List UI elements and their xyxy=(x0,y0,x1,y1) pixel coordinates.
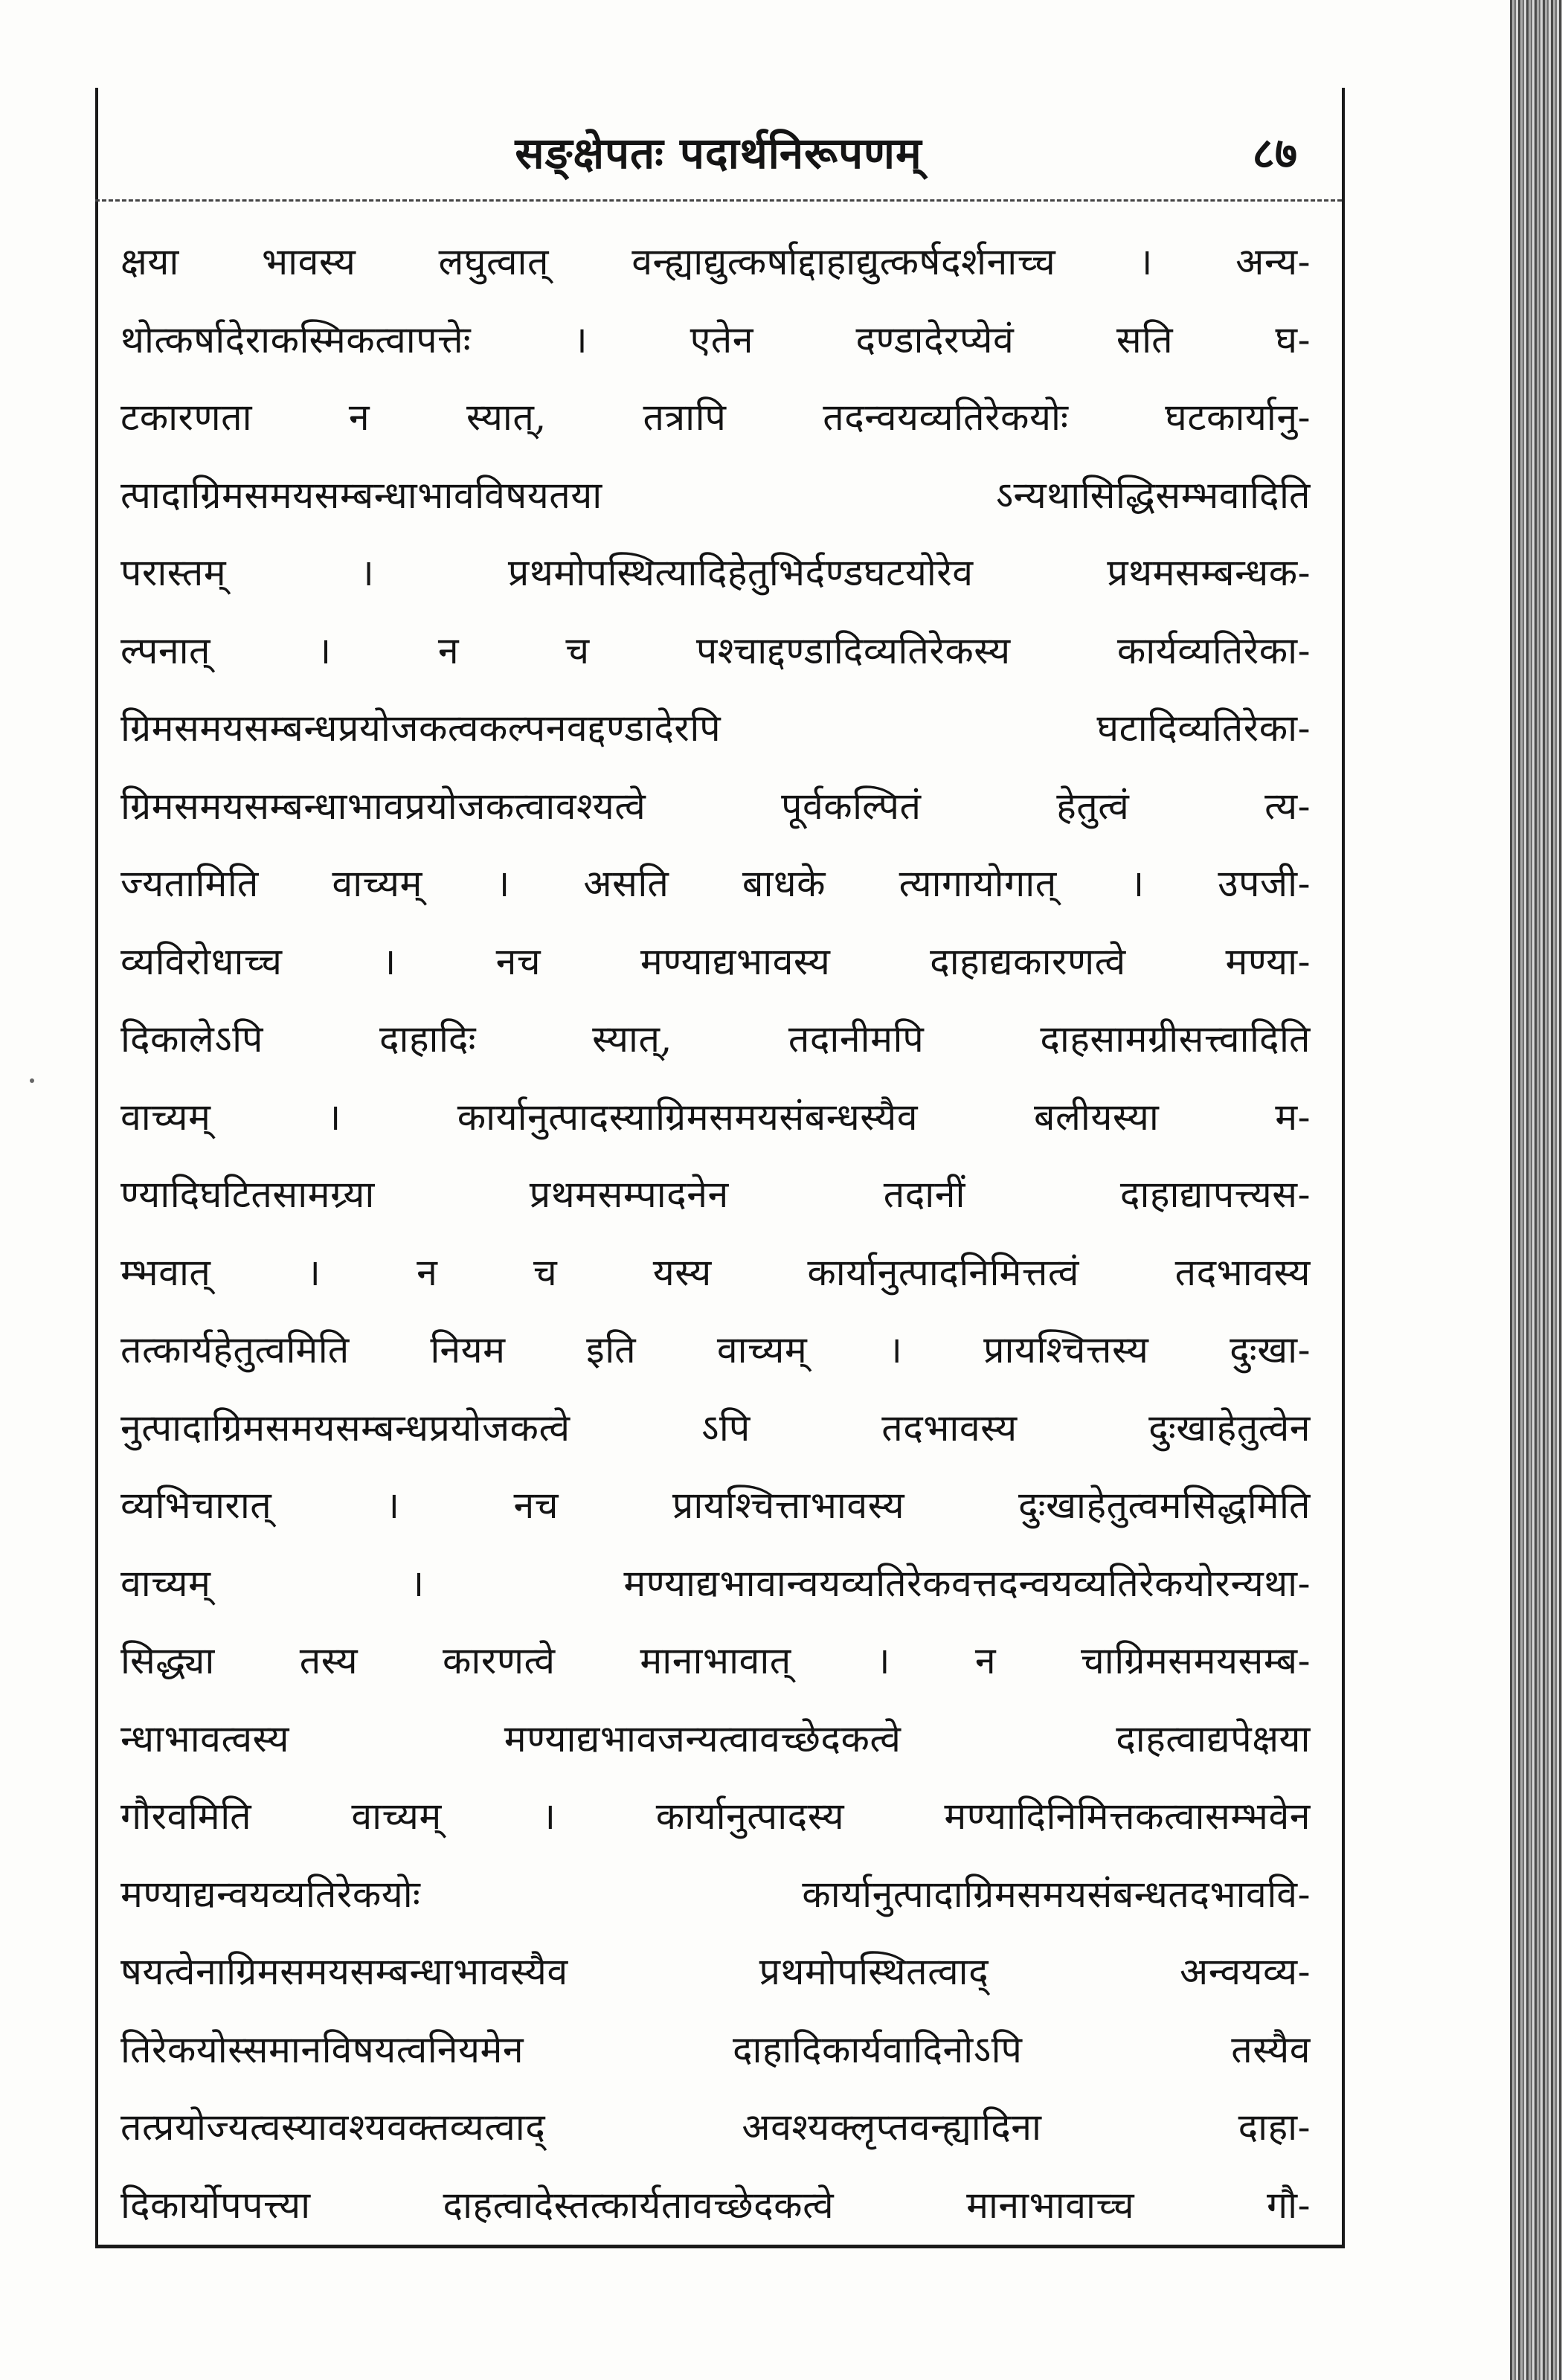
book-spine-edge xyxy=(1510,0,1562,2380)
body-text xyxy=(120,223,1311,2244)
header-dashed-rule xyxy=(95,199,1342,202)
margin-speck xyxy=(30,1078,34,1083)
text-line: व्यभिचारात् । नच प्रायश्चित्ताभावस्य दुःखाहेतुत्वमसिद्धमिति xyxy=(120,1484,1311,1527)
text-line: टकारणता न स्यात्, तत्रापि तदन्वयव्यतिरेकयोः घटकार्यानु- xyxy=(120,396,1311,439)
text-line: व्यविरोधाच्च । नच मण्याद्यभावस्य दाहाद्यकारणत्वे मण्या- xyxy=(120,939,1311,983)
text-line: तत्कार्यहेतुत्वमिति नियम इति वाच्यम् । प्रायश्चित्तस्य दुःखा- xyxy=(120,1328,1311,1371)
text-line: ल्पनात् । न च पश्चाद्दण्डादिव्यतिरेकस्य कार्यव्यतिरेका- xyxy=(120,628,1311,672)
text-line: क्षया भावस्य लघुत्वात् वन्ह्याद्युत्कर्षाद्दाहाद्युत्कर्षदर्शनाच्च । अन्य- xyxy=(120,240,1311,283)
text-line: षयत्वेनाग्रिमसमयसम्बन्धाभावस्यैव प्रथमोपस्थितत्वाद् अन्वयव्य- xyxy=(120,1950,1311,1993)
running-header xyxy=(95,112,1342,193)
text-line: ज्यतामिति वाच्यम् । असति बाधके त्यागायोगात् । उपजी- xyxy=(120,862,1311,905)
text-line: तत्प्रयोज्यत्वस्यावश्यवक्तव्यत्वाद् अवश्यक्लृप्तवन्ह्यादिना दाहा- xyxy=(120,2106,1311,2149)
text-line: त्पादाग्रिमसमयसम्बन्धाभावविषयतया ऽन्यथासिद्धिसम्भवादिति xyxy=(120,473,1311,517)
text-line: मण्याद्यन्वयव्यतिरेकयोः कार्यानुत्पादाग्रिमसमयसंबन्धतदभाववि- xyxy=(120,1872,1311,1916)
text-line: दिकार्योपपत्त्या दाहत्वादेस्तत्कार्यतावच्छेदकत्वे मानाभावाच्च गौ- xyxy=(120,2183,1311,2227)
running-title: सङ्क्षेपतः पदार्थनिरूपणम् xyxy=(515,128,922,178)
text-line: ग्रिमसमयसम्बन्धाभावप्रयोजकत्वावश्यत्वे पूर्वकल्पितं हेतुत्वं त्य- xyxy=(120,784,1311,828)
text-line: गौरवमिति वाच्यम् । कार्यानुत्पादस्य मण्यादिनिमित्तकत्वासम्भवेन xyxy=(120,1795,1311,1838)
page-number: ८७ xyxy=(1252,128,1297,178)
text-line: म्भवात् । न च यस्य कार्यानुत्पादनिमित्तत्वं तदभावस्य xyxy=(120,1250,1311,1294)
text-line: वाच्यम् । कार्यानुत्पादस्याग्रिमसमयसंबन्धस्यैव बलीयस्या म- xyxy=(120,1095,1311,1139)
text-line: ग्रिमसमयसम्बन्धप्रयोजकत्वकल्पनवद्दण्डादेरपि घटादिव्यतिरेका- xyxy=(120,707,1311,750)
text-line: दिकालेऽपि दाहादिः स्यात्, तदानीमपि दाहसामग्रीसत्त्वादिति xyxy=(120,1017,1311,1061)
text-line: वाच्यम् । मण्याद्यभावान्वयव्यतिरेकवत्तदन्वयव्यतिरेकयोरन्यथा- xyxy=(120,1561,1311,1605)
text-line: सिद्ध्या तस्य कारणत्वे मानाभावात् । न चाग्रिमसमयसम्ब- xyxy=(120,1639,1311,1682)
text-line: ण्यादिघटितसामग्र्या प्रथमसम्पादनेन तदानीं दाहाद्यापत्त्यस- xyxy=(120,1173,1311,1216)
text-line: न्धाभावत्वस्य मण्याद्यभावजन्यत्वावच्छेदकत्वे दाहत्वाद्यपेक्षया xyxy=(120,1717,1311,1760)
text-line: तिरेकयोस्समानविषयत्वनियमेन दाहादिकार्यवादिनोऽपि तस्यैव xyxy=(120,2027,1311,2071)
text-line: थोत्कर्षादेराकस्मिकत्वापत्तेः । एतेन दण्डादेरप्येवं सति घ- xyxy=(120,318,1311,361)
text-line: नुत्पादाग्रिमसमयसम्बन्धप्रयोजकत्वे ऽपि तदभावस्य दुःखाहेतुत्वेन xyxy=(120,1406,1311,1450)
text-line: परास्तम् । प्रथमोपस्थित्यादिहेतुभिर्दण्डघटयोरेव प्रथमसम्बन्धक- xyxy=(120,551,1311,594)
